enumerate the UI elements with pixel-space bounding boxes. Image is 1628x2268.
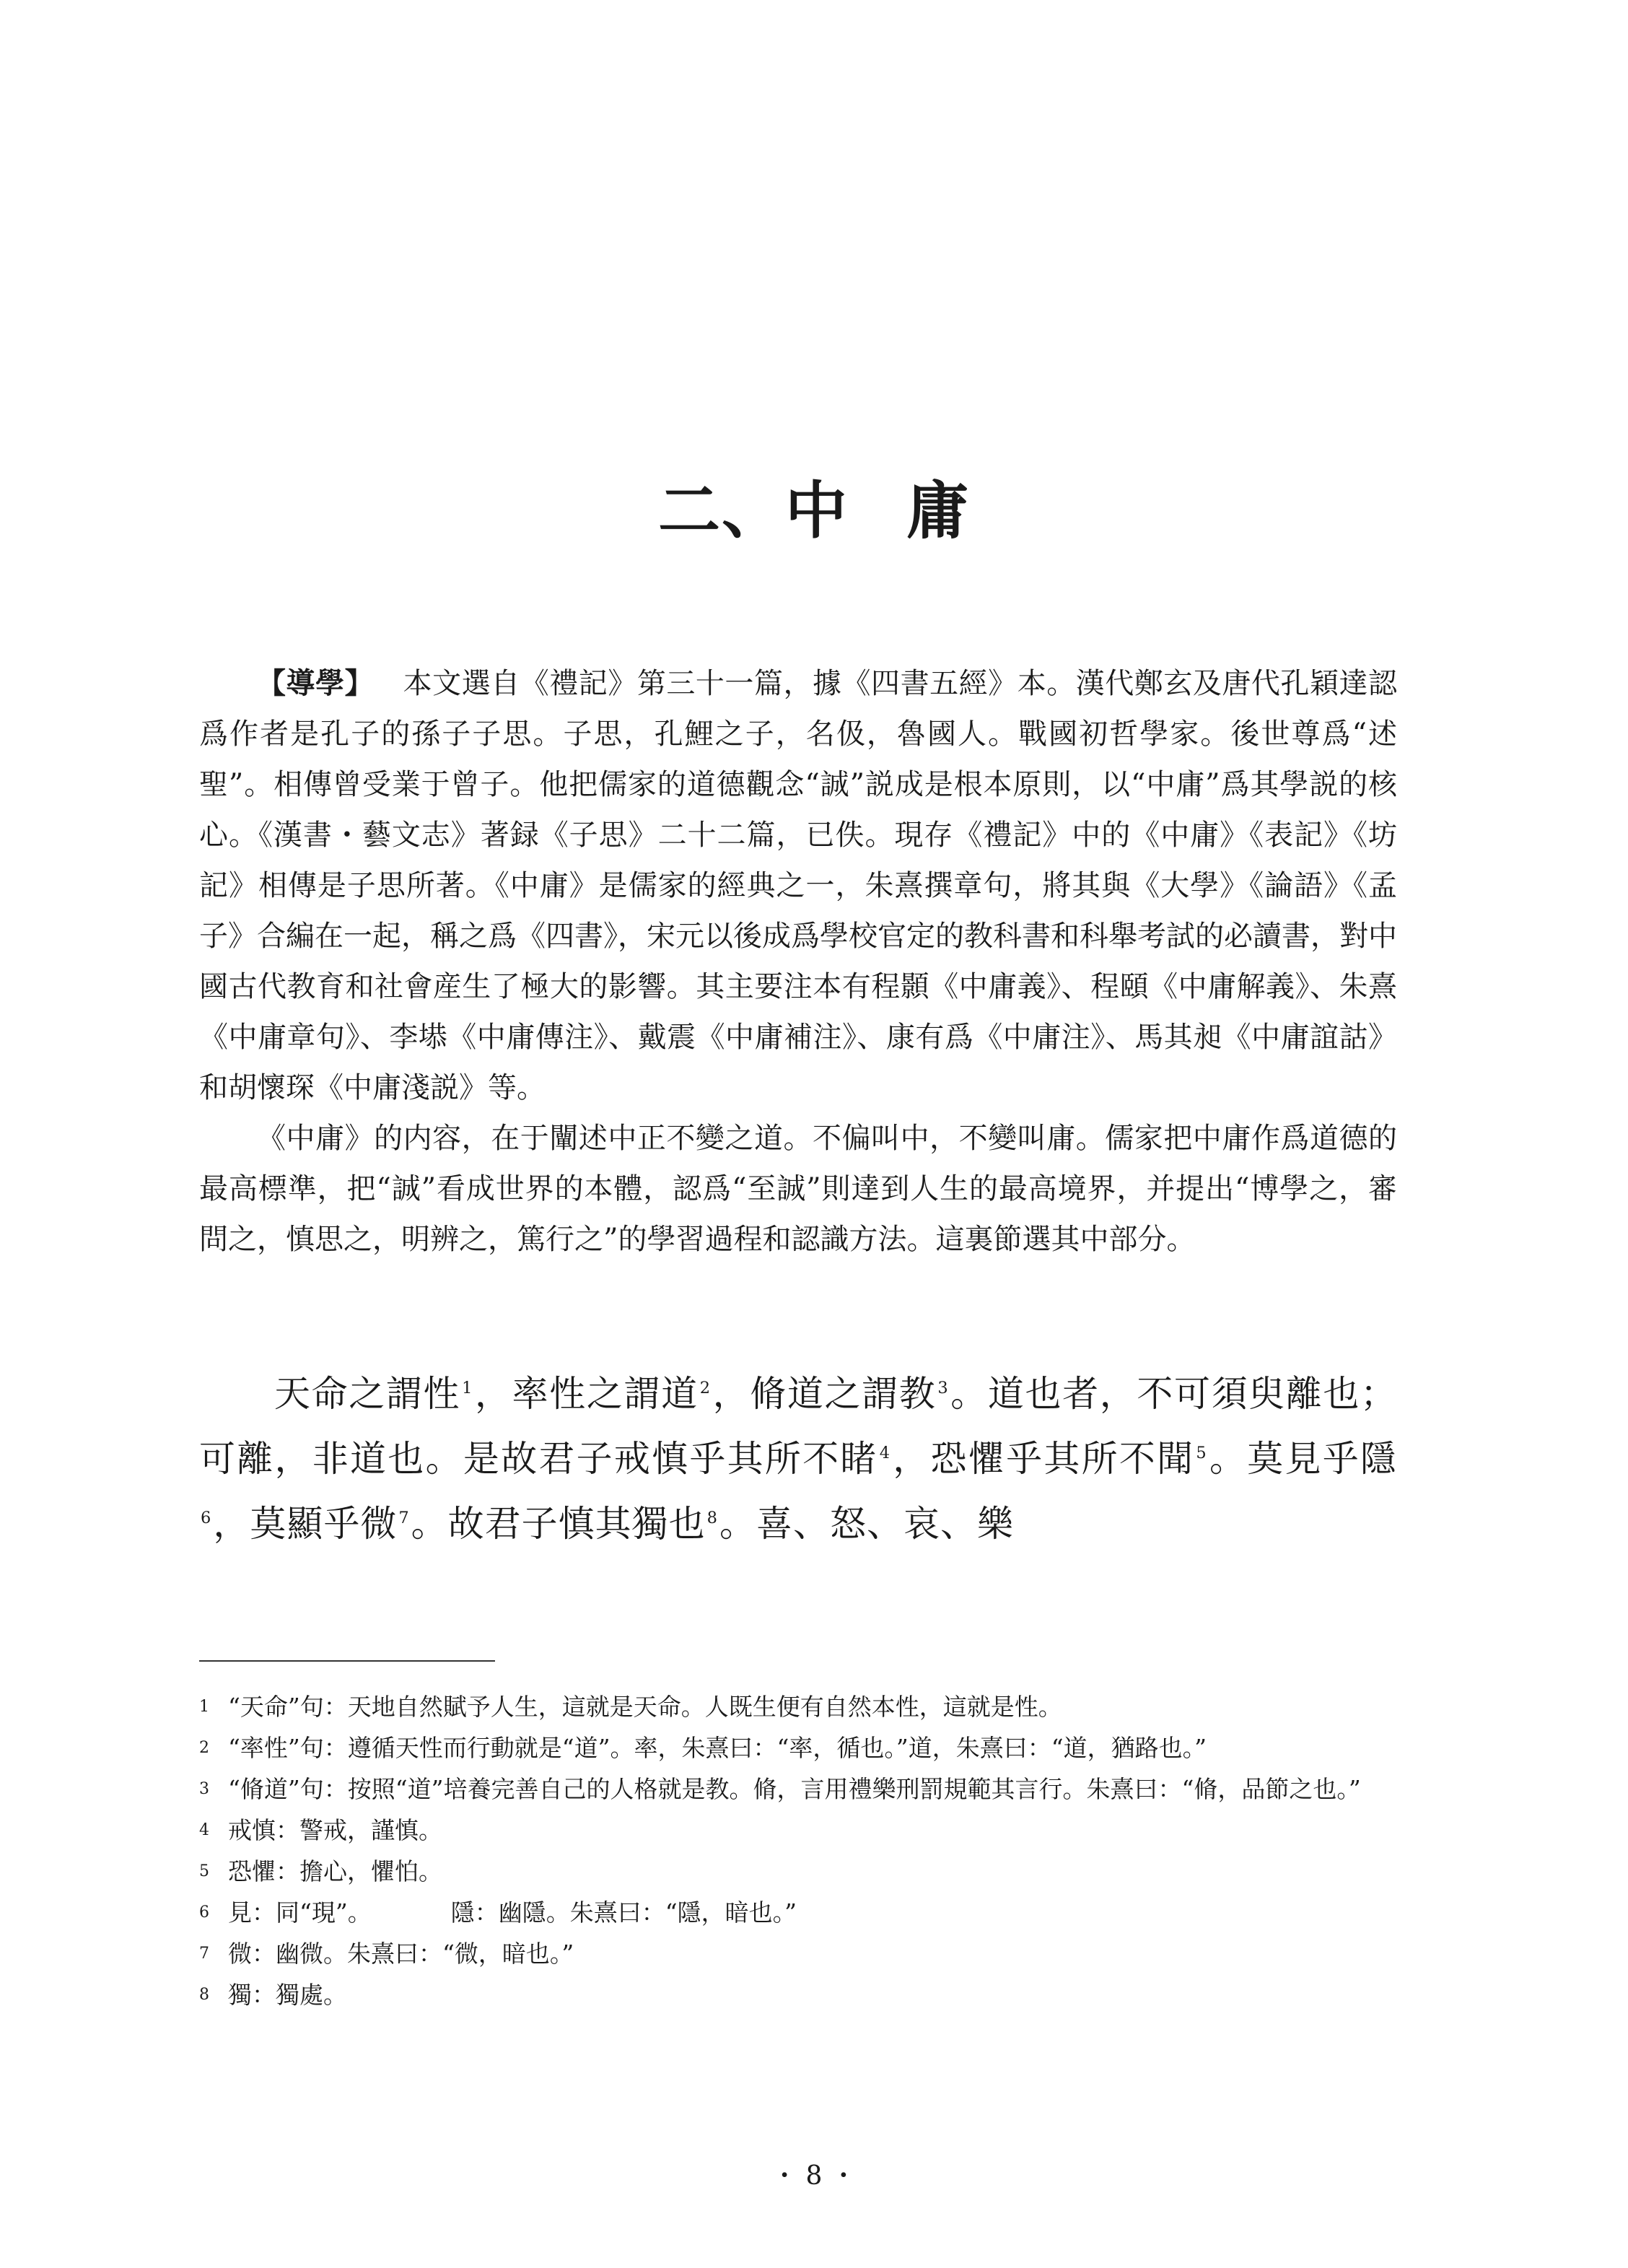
footnote-item [199,1727,1397,1768]
footnote-number: 5 [199,1862,209,1880]
footnote-text-2: 隱：幽隱。朱熹曰：“隱，暗也。” [450,1898,797,1927]
page-number: ・ 8 ・ [771,2161,857,2191]
footnote-item [199,1768,1397,1810]
footnote-text: 見：同“現”。 [228,1898,372,1927]
footnotes-list [199,1686,1397,2015]
footnote-number: 3 [199,1780,209,1798]
main-text [199,1361,1397,1556]
page-title [0,468,1628,554]
footnote-text: “率性”句：遵循天性而行動就是“道”。率，朱熹曰：“率，循也。”道，朱熹曰：“道，猶路也。” [228,1734,1207,1762]
footnote-ref[interactable]: 3 [937,1379,949,1398]
footnote-item [199,1974,1397,2015]
main-text-segment: 。莫見乎隱 [1208,1438,1398,1480]
main-text-paragraph [199,1361,1397,1556]
intro-paragraph-2: 《中庸》的内容，在于闡述中正不變之道。不偏叫中，不變叫庸。儒家把中庸作爲道德的最高標準，把“誠”看成世界的本體，認爲“至誠”則達到人生的最高境界，并提出“博學之，審問之，慎思之，明辨之，篤行之”的學習過程和認識方法。這裏節選其中部分。 [199,1122,1397,1256]
main-text-segment: 。道也者，不可須臾離也；可離，非道也。是故君子戒慎乎其所不睹 [199,1373,1398,1480]
title-part-2: 庸 [906,474,970,547]
footnote-ref[interactable]: 1 [462,1379,473,1398]
footnote-number: 8 [199,1986,209,2004]
main-text-segment: ，率性之謂道 [474,1373,699,1415]
footnote-number: 6 [199,1903,209,1922]
footnote-number: 2 [199,1739,209,1757]
intro-paragraph-1-text: 本文選自《禮記》第三十一篇，據《四書五經》本。漢代鄭玄及唐代孔穎達認爲作者是孔子的孫子子思。子思，孔鯉之子，名伋，魯國人。戰國初哲學家。後世尊爲“述聖”。相傳曾受業于曾子。他把儒家的道德觀念“誠”説成是根本原則，以“中庸”爲其學説的核心。《漢書・藝文志》著録《子思》二十二篇，已佚。現存《禮記》中的《中庸》《表記》《坊記》相傳是子思所著。《中庸》是儒家的經典之一，朱熹撰章句，將其與《大學》《論語》《孟子》合編在一起，稱之爲《四書》，宋元以後成爲學校官定的教科書和科舉考試的必讀書，對中國古代教育和社會産生了極大的影響。其主要注本有程顥《中庸義》、程頤《中庸解義》、朱熹《中庸章句》、李塨《中庸傳注》、戴震《中庸補注》、康有爲《中庸注》、馬其昶《中庸誼詁》和胡懷琛《中庸淺説》等。 [199,667,1398,1104]
footnote-text: 恐懼：擔心，懼怕。 [228,1857,442,1885]
footnote-ref[interactable]: 7 [398,1509,410,1528]
intro-paragraph-1 [199,658,1397,1113]
footnote-number: 1 [199,1698,209,1716]
footnote-number: 4 [199,1821,209,1839]
main-text-segment: ，莫顯乎微 [213,1503,398,1545]
footnote-item [199,1810,1397,1851]
intro-section [199,658,1397,1265]
main-text-segment: 。喜、怒、哀、樂 [719,1503,1014,1545]
footnote-item [199,1851,1397,1892]
footnote-text: 獨：獨處。 [228,1981,347,2009]
footnote-text: “脩道”句：按照“道”培養完善自己的人格就是教。脩，言用禮樂刑罰規範其言行。朱熹曰：“脩，品節之也。” [228,1775,1361,1803]
title-part-1: 二、中 [658,474,849,547]
footnote-item [199,1892,1397,1933]
footnote-number: 7 [199,1945,209,1963]
main-text-segment: ，恐懼乎其所不聞 [892,1438,1195,1480]
footnote-text: “天命”句：天地自然賦予人生，這就是天命。人既生便有自然本性，這就是性。 [228,1693,1062,1721]
footnote-text: 戒慎：警戒，謹慎。 [228,1816,442,1844]
main-text-segment: 。故君子慎其獨也 [411,1503,706,1545]
footnote-item [199,1686,1397,1727]
main-text-segment: ，脩道之謂教 [712,1373,937,1415]
footnote-item [199,1933,1397,1974]
footnote-divider [199,1660,495,1662]
footnote-ref[interactable]: 4 [879,1444,891,1463]
intro-label: 【導學】 [257,666,375,700]
footnote-ref[interactable]: 2 [699,1379,712,1398]
footnote-ref[interactable]: 6 [201,1509,212,1528]
footnote-ref[interactable]: 5 [1196,1444,1207,1463]
footnote-ref[interactable]: 8 [706,1509,718,1528]
footnote-text: 微：幽微。朱熹曰：“微，暗也。” [228,1940,574,1968]
main-text-segment: 天命之謂性 [274,1373,461,1415]
